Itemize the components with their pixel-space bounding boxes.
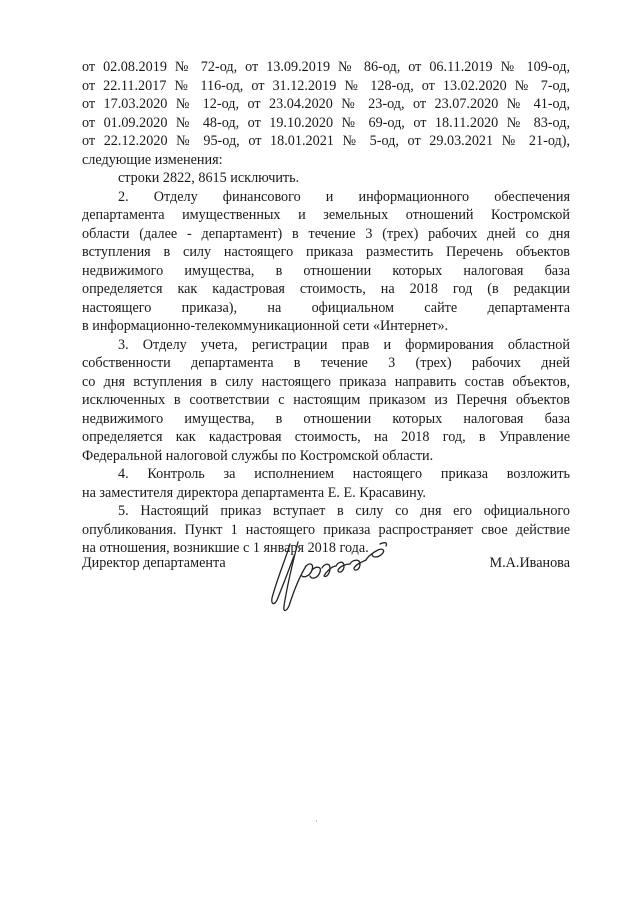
text-line: области (далее - департамент) в течение 3 (трех) рабочих дней со дня — [82, 225, 570, 242]
paragraph-item-2 — [82, 188, 570, 336]
paragraph-item-4 — [82, 465, 570, 502]
signatory-name: М.А.Иванова — [489, 555, 570, 571]
text-line: следующие изменения: — [82, 151, 223, 168]
handwritten-signature — [268, 536, 398, 616]
paragraph-item-3 — [82, 336, 570, 466]
text-line: на заместителя директора департамента Е. Е. Красавину. — [82, 484, 426, 501]
text-line: опубликования. Пункт 1 настоящего приказа распространяет свое действие — [82, 521, 570, 538]
signatory-title: Директор департамента — [82, 555, 226, 571]
text-line: в информационно-телекоммуникационной сети «Интернет». — [82, 318, 449, 334]
text-line: от 22.11.2017 № 116-од, от 31.12.2019 № 128-од, от 13.02.2020 № 7-од, — [82, 77, 570, 94]
text-line: недвижимого имущества, в отношении которых налоговая база — [82, 262, 570, 279]
scan-speck — [316, 820, 317, 822]
text-line: 5. Настоящий приказ вступает в силу со дня его официального — [118, 503, 570, 519]
text-line: настоящего приказа), на официальном сайте департамента — [82, 299, 570, 316]
text-line: определяется как кадастровая стоимость, на 2018 год (в редакции — [82, 281, 570, 297]
text-line: определяется как кадастровая стоимость, на 2018 год, в Управление — [82, 429, 570, 445]
text-line: департамента имущественных и земельных отношений Костромской — [82, 207, 570, 223]
document-body — [82, 58, 570, 558]
text-line: на отношения, возникшие с 1 января 2018 года. — [82, 540, 369, 556]
text-line: со дня вступления в силу настоящего приказа направить состав объектов, — [82, 373, 570, 390]
text-line: недвижимого имущества, в отношении которых налоговая база — [82, 410, 570, 427]
text-line: строки 2822, 8615 исключить. — [118, 170, 300, 186]
text-line: Федеральной налоговой службы по Костромской области. — [82, 447, 434, 464]
paragraph-amendments-list — [82, 58, 570, 169]
text-line: 3. Отделу учета, регистрации прав и формирования областной — [118, 336, 570, 353]
text-line: от 02.08.2019 № 72-од, от 13.09.2019 № 86-од, от 06.11.2019 № 109-од, — [82, 59, 570, 75]
text-line: вступления в силу настоящего приказа разместить Перечень объектов — [82, 244, 570, 260]
text-line: 2. Отделу финансового и информационного обеспечения — [118, 188, 570, 205]
text-line: 4. Контроль за исполнением настоящего приказа возложить — [118, 466, 570, 482]
text-line: исключенных в соответствии с настоящим приказом из Перечня объектов — [82, 392, 570, 408]
text-line: от 22.12.2020 № 95-од, от 18.01.2021 № 5-од, от 29.03.2021 № 21-од), — [82, 133, 570, 149]
text-line: собственности департамента в течение 3 (трех) рабочих дней — [82, 355, 570, 371]
text-line: от 01.09.2020 № 48-од, от 19.10.2020 № 69-од, от 18.11.2020 № 83-од, — [82, 114, 570, 131]
paragraph-exclude-rows — [82, 169, 570, 188]
text-line: от 17.03.2020 № 12-од, от 23.04.2020 № 23-од, от 23.07.2020 № 41-од, — [82, 96, 570, 112]
